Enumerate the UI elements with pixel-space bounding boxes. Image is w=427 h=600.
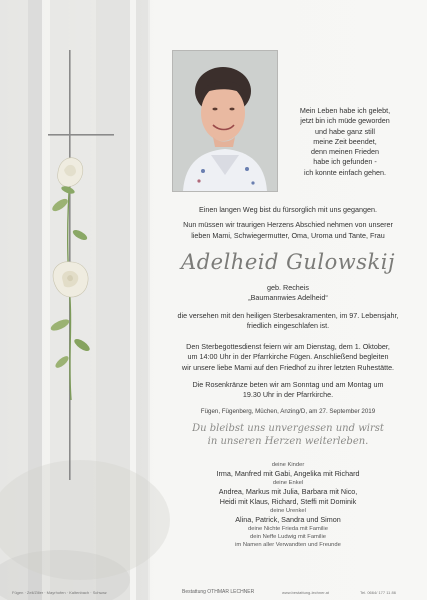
funeral-line: wir unsere liebe Mami auf den Friedhof zu ihrer letzten Ruhestätte. (181, 362, 395, 372)
intro-line: lieben Mami, Schwiegermutter, Oma, Uroma und Tante, Frau (191, 230, 385, 240)
birth-name: geb. Recheis (267, 283, 309, 292)
maiden-name (156, 283, 420, 302)
footer-phone: Tel. 0664/ 177 11 86 (360, 590, 396, 595)
mourner-heading: deine Urenkel (270, 508, 306, 514)
funeral-line: um 14:00 Uhr in der Pfarrkirche Fügen. Anschließend begleiten (187, 352, 389, 362)
mourners-list (156, 461, 420, 549)
poem: Mein Leben habe ich gelebt, jetzt bin ich müde geworden und habe ganz still meine Zeit beendet, denn meinen Frieden habe ich gefunden - ich konnte einfach gehen. (299, 106, 391, 177)
deceased-name: Adelheid Gulowskij (181, 250, 395, 274)
mourner-group (156, 507, 420, 525)
footer-url: www.bestattung-lechner.at (282, 590, 329, 595)
mourner-group (156, 461, 420, 479)
footer (0, 586, 427, 600)
mourner-heading: deine Enkel (272, 480, 304, 486)
death-notice-line: friedlich eingeschlafen ist. (246, 321, 330, 331)
mourner-heading: deine Kinder (271, 462, 305, 468)
funeral-info (156, 342, 420, 373)
mourner-heading: im Namen aller Verwandten und Freunde (235, 542, 341, 548)
memorial-quote (156, 423, 420, 448)
mourner-names: Alina, Patrick, Sandra und Simon (235, 515, 341, 524)
death-notice (156, 311, 420, 332)
mourner-names: Irma, Manfred mit Gabi, Angelika mit Richard (216, 469, 360, 478)
portrait-photo (172, 50, 278, 192)
mourner-heading: deine Nichte Frieda mit Familie (248, 526, 328, 532)
rosary-line: 19.30 Uhr in der Pfarrkirche. (242, 390, 334, 400)
mourner-group (156, 479, 420, 507)
intro-text (156, 205, 420, 241)
intro-line: Einen langen Weg bist du fürsorglich mit uns gegangen. (198, 205, 378, 214)
footer-locations: Fügen · Zell/Ziller · Mayrhofen · Kaltenbach · Schwaz (12, 590, 107, 595)
mourner-names: Andrea, Markus mit Julia, Barbara mit Nico, (218, 487, 358, 496)
rosary-info (156, 380, 420, 401)
place-date: Fügen, Fügenberg, Müchen, Anzing/D, am 27. September 2019 (200, 408, 376, 415)
funeral-line: Den Sterbegottesdienst feiern wir am Dienstag, dem 1. Oktober, (186, 342, 390, 351)
rosary-line: Die Rosenkränze beten wir am Sonntag und am Montag um (192, 380, 384, 389)
nickname: „Baumannwies Adelheid“ (248, 292, 328, 302)
mourner-heading: dein Neffe Ludwig mit Familie (250, 534, 326, 540)
death-notice-line: die versehen mit den heiligen Sterbesakramenten, im 97. Lebensjahr, (177, 311, 399, 320)
quote-line: in unseren Herzen weiterleben. (207, 435, 369, 447)
quote-line: Du bleibst uns unvergessen und wirst (192, 423, 384, 434)
footer-company: Bestattung OTHMAR LECHNER (182, 589, 255, 595)
mourner-names: Heidi mit Klaus, Richard, Steffi mit Dominik (219, 497, 357, 506)
intro-line: Nun müssen wir traurigen Herzens Abschied nehmen von unserer (183, 220, 393, 230)
